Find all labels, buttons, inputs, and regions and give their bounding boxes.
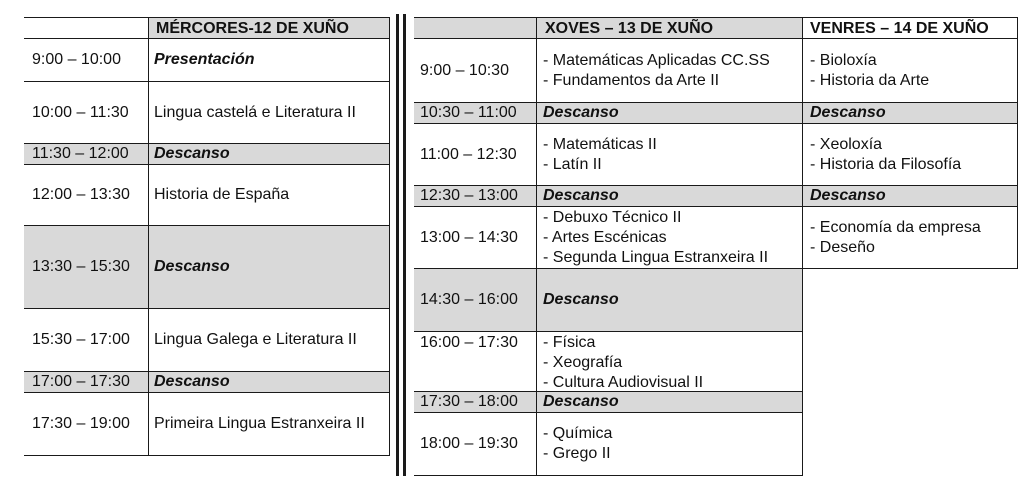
time-cell: 14:30 – 16:00 bbox=[420, 291, 518, 308]
time-cell: 11:30 – 12:00 bbox=[32, 145, 129, 162]
time-cell: 18:00 – 19:30 bbox=[420, 435, 518, 452]
time-cell: 11:00 – 12:30 bbox=[420, 145, 517, 163]
subject-cell: - Bioloxía - Historia da Arte bbox=[810, 51, 930, 89]
subject-cell: Lingua Galega e Literatura II bbox=[154, 331, 357, 348]
subject-cell: - Química - Grego II bbox=[543, 425, 613, 462]
time-cell: 10:00 – 11:30 bbox=[32, 103, 129, 121]
subject-cell: - Xeoloxía - Historia da Filosofía bbox=[810, 135, 962, 173]
break-label: Descanso bbox=[154, 145, 230, 162]
time-cell: 12:30 – 13:00 bbox=[420, 187, 518, 204]
break-label: Descanso bbox=[543, 187, 619, 204]
time-cell: 13:00 – 14:30 bbox=[420, 228, 518, 246]
subject-cell: Lingua castelá e Literatura II bbox=[154, 103, 356, 121]
subject-cell: - Matemáticas II - Latín II bbox=[543, 135, 657, 173]
time-cell: 9:00 – 10:00 bbox=[32, 51, 121, 68]
separator-line bbox=[403, 14, 406, 476]
time-cell: 13:30 – 15:30 bbox=[32, 258, 130, 275]
break-label: Descanso bbox=[154, 258, 230, 275]
subject-cell: - Matemáticas Aplicadas CC.SS - Fundamentos da Arte II bbox=[543, 51, 770, 89]
subject-cell: - Física - Xeografía - Cultura Audiovisual II bbox=[543, 334, 704, 391]
subject-cell: Historia de España bbox=[154, 186, 290, 203]
separator-line bbox=[396, 14, 399, 476]
break-label: Descanso bbox=[543, 104, 619, 121]
friday-header: VENRES – 14 DE XUÑO bbox=[810, 20, 989, 37]
time-cell: 9:00 – 10:30 bbox=[420, 61, 509, 79]
wednesday-header: MÉRCORES-12 DE XUÑO bbox=[156, 20, 349, 37]
break-label: Descanso bbox=[543, 393, 619, 410]
subject-cell: - Debuxo Técnico II - Artes Escénicas - Segunda Lingua Estranxeira II bbox=[543, 208, 769, 266]
break-label: Descanso bbox=[810, 104, 886, 121]
time-cell: 16:00 – 17:30 bbox=[420, 334, 518, 351]
subject-cell: - Economía da empresa - Deseño bbox=[810, 218, 981, 256]
break-label: Descanso bbox=[543, 291, 619, 308]
break-label: Descanso bbox=[154, 373, 230, 390]
time-cell: 17:30 – 18:00 bbox=[420, 393, 518, 410]
thursday-header: XOVES – 13 DE XUÑO bbox=[545, 20, 714, 37]
time-cell: 17:00 – 17:30 bbox=[32, 373, 130, 390]
time-cell: 10:30 – 11:00 bbox=[420, 104, 517, 121]
time-cell: 12:00 – 13:30 bbox=[32, 186, 130, 203]
subject-cell: Primeira Lingua Estranxeira II bbox=[154, 415, 365, 432]
time-cell: 15:30 – 17:00 bbox=[32, 331, 130, 348]
subject-cell: Presentación bbox=[154, 51, 255, 68]
break-label: Descanso bbox=[810, 187, 886, 204]
time-cell: 17:30 – 19:00 bbox=[32, 415, 130, 432]
